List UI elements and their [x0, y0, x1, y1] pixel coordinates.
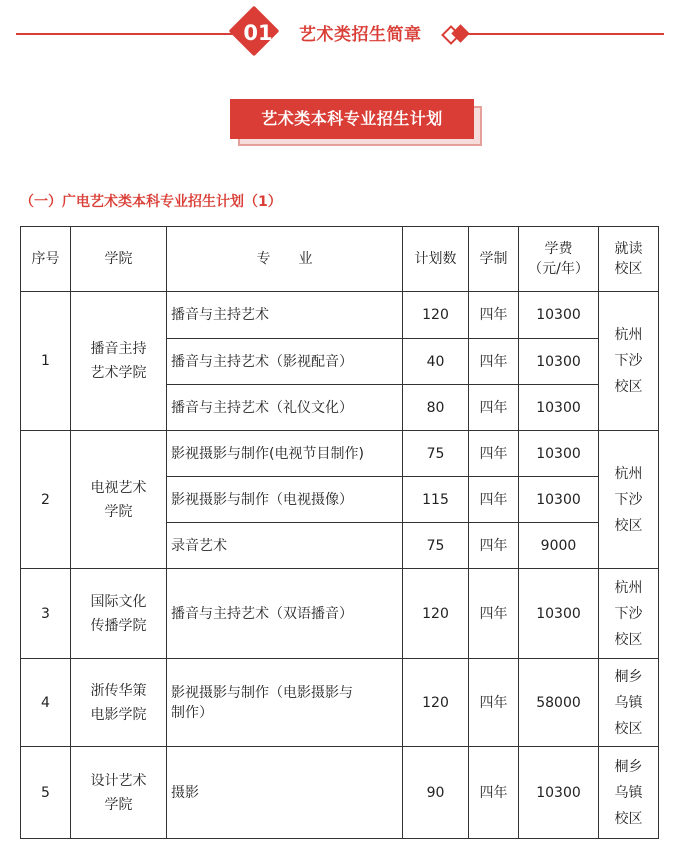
- fee-cell: 10300: [519, 339, 599, 385]
- header-fee-line2: （元/年）: [528, 261, 589, 277]
- fee-cell: 58000: [519, 659, 599, 747]
- header-plan: 计划数: [403, 227, 469, 292]
- campus-line2: 下沙: [614, 491, 643, 508]
- major-cell: 影视摄影与制作（电视摄像）: [167, 477, 403, 523]
- campus-line2: 乌镇: [614, 784, 643, 801]
- row-index: 4: [21, 659, 71, 747]
- fee-cell: 10300: [519, 747, 599, 839]
- row-index: 1: [21, 292, 71, 431]
- header-major: 专 业: [167, 227, 403, 292]
- major-cell: 播音与主持艺术（礼仪文化）: [167, 385, 403, 431]
- major-cell: 摄影: [167, 747, 403, 839]
- campus-line2: 乌镇: [614, 694, 643, 711]
- college-line2: 学院: [104, 796, 133, 813]
- section-title: （一）广电艺术类本科专业招生计划（1）: [20, 194, 282, 210]
- campus-line3: 校区: [614, 810, 643, 827]
- plan-cell: 75: [403, 523, 469, 569]
- college-cell: [71, 292, 167, 431]
- header-campus-line1: 就读: [614, 241, 643, 257]
- college-line2: 学院: [104, 503, 133, 520]
- campus-line3: 校区: [614, 631, 643, 648]
- college-line1: 国际文化: [90, 593, 147, 610]
- fee-cell: 10300: [519, 431, 599, 477]
- major-cell: 录音艺术: [167, 523, 403, 569]
- duration-cell: 四年: [469, 292, 519, 339]
- table-header-row: [21, 227, 659, 292]
- campus-line1: 杭州: [614, 327, 643, 343]
- college-line1: 播音主持: [90, 341, 147, 357]
- enrollment-plan-table: [20, 226, 659, 839]
- table-row: [21, 292, 659, 339]
- row-index: 3: [21, 569, 71, 659]
- table-row: [21, 569, 659, 659]
- banner-title: 艺术类本科专业招生计划: [230, 99, 474, 139]
- plan-cell: 120: [403, 292, 469, 339]
- section-number: 01: [243, 21, 273, 45]
- college-cell: [71, 431, 167, 569]
- fee-cell: 10300: [519, 385, 599, 431]
- major-line2: 制作）: [171, 704, 213, 721]
- campus-line3: 校区: [614, 517, 643, 534]
- major-cell: 播音与主持艺术: [167, 292, 403, 339]
- major-cell: 播音与主持艺术（影视配音）: [167, 339, 403, 385]
- campus-line2: 下沙: [614, 605, 643, 622]
- college-line1: 浙传华策: [90, 682, 147, 699]
- college-line2: 艺术学院: [90, 365, 147, 381]
- plan-cell: 120: [403, 569, 469, 659]
- fee-cell: 10300: [519, 477, 599, 523]
- campus-line2: 下沙: [614, 353, 643, 369]
- duration-cell: 四年: [469, 523, 519, 569]
- campus-line1: 桐乡: [614, 758, 643, 775]
- campus-cell: [599, 569, 659, 659]
- major-cell: 影视摄影与制作(电视节目制作): [167, 431, 403, 477]
- header-campus-line2: 校区: [614, 261, 643, 277]
- campus-line1: 桐乡: [614, 668, 643, 685]
- campus-cell: [599, 292, 659, 431]
- fee-cell: 10300: [519, 292, 599, 339]
- duration-cell: 四年: [469, 431, 519, 477]
- campus-line3: 校区: [614, 720, 643, 737]
- header-campus: [599, 227, 659, 292]
- table-row: [21, 431, 659, 477]
- table-row: [21, 747, 659, 839]
- major-cell: [167, 659, 403, 747]
- header-index: 序号: [21, 227, 71, 292]
- major-cell: 播音与主持艺术（双语播音）: [167, 569, 403, 659]
- plan-cell: 75: [403, 431, 469, 477]
- plan-cell: 115: [403, 477, 469, 523]
- campus-cell: [599, 431, 659, 569]
- college-line1: 设计艺术: [90, 772, 147, 789]
- row-index: 5: [21, 747, 71, 839]
- row-index: 2: [21, 431, 71, 569]
- campus-cell: [599, 659, 659, 747]
- college-line2: 电影学院: [90, 706, 147, 723]
- campus-cell: [599, 747, 659, 839]
- duration-cell: 四年: [469, 659, 519, 747]
- college-cell: [71, 747, 167, 839]
- header-title: 艺术类招生简章: [299, 25, 422, 45]
- header-fee-line1: 学费: [544, 241, 573, 257]
- college-line1: 电视艺术: [90, 479, 147, 496]
- campus-line1: 杭州: [614, 465, 643, 482]
- plan-cell: 90: [403, 747, 469, 839]
- header-duration: 学制: [469, 227, 519, 292]
- header-line-right: [468, 33, 664, 35]
- plan-cell: 120: [403, 659, 469, 747]
- duration-cell: 四年: [469, 569, 519, 659]
- duration-cell: 四年: [469, 385, 519, 431]
- college-cell: [71, 569, 167, 659]
- duration-cell: 四年: [469, 339, 519, 385]
- campus-line1: 杭州: [614, 579, 643, 596]
- major-line1: 影视摄影与制作（电影摄影与: [171, 684, 353, 701]
- college-cell: [71, 659, 167, 747]
- campus-line3: 校区: [614, 379, 643, 395]
- fee-cell: 9000: [519, 523, 599, 569]
- table-row: [21, 659, 659, 747]
- header-fee: [519, 227, 599, 292]
- plan-cell: 40: [403, 339, 469, 385]
- college-line2: 传播学院: [90, 617, 147, 634]
- header-college: 学院: [71, 227, 167, 292]
- duration-cell: 四年: [469, 747, 519, 839]
- header-line-left: [16, 33, 236, 35]
- duration-cell: 四年: [469, 477, 519, 523]
- fee-cell: 10300: [519, 569, 599, 659]
- plan-cell: 80: [403, 385, 469, 431]
